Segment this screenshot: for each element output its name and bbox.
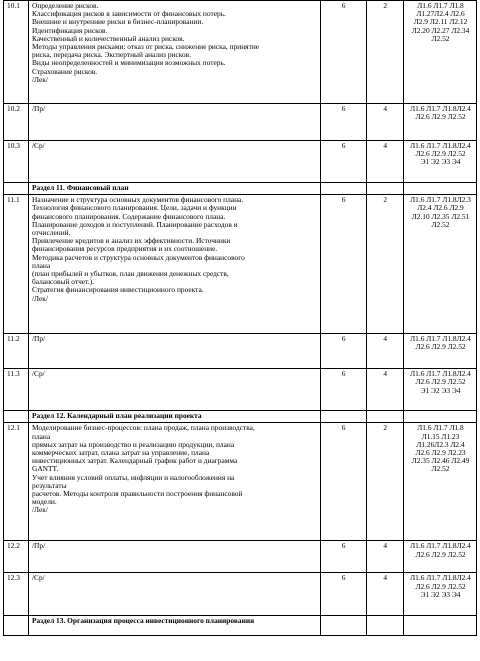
- empty-cell: [404, 616, 477, 636]
- reference-line: Л1.6 Л1.7 Л1.8Л2.4: [410, 141, 471, 150]
- reference-line: Л1.6 Л1.7 Л1.8: [417, 423, 464, 433]
- topic-description: [29, 369, 321, 411]
- reference-line: Л2.9 Л2.11 Л2.12: [413, 17, 468, 27]
- reference-line: Л1.6 Л1.7 Л1.8Л2.4: [410, 334, 471, 344]
- section-row: [4, 183, 477, 195]
- reference-line: Л2.52: [431, 464, 450, 474]
- section-title: Раздел 12. Календарный план реализации проекта: [29, 411, 321, 423]
- literature-refs: [404, 423, 477, 541]
- semester-cell: 6: [320, 573, 366, 616]
- reference-line: Л1.27Л2.4 Л2.6: [416, 9, 465, 19]
- description-line: /Ср/: [32, 141, 45, 150]
- hours-cell: 4: [366, 141, 404, 183]
- hours-cell: 4: [366, 573, 404, 616]
- topic-row: [4, 573, 477, 616]
- empty-cell: [366, 411, 404, 423]
- topic-row: [4, 1, 477, 104]
- hours-cell: 2: [366, 423, 404, 541]
- empty-cell: [404, 411, 477, 423]
- reference-line: Л1.6 Л1.7 Л1.8Л2.4: [410, 541, 471, 551]
- literature-refs: [404, 141, 477, 183]
- description-line: Методика расчетов и структура основных документов финансового: [32, 252, 245, 262]
- empty-cell: [320, 183, 366, 195]
- reference-line: Л1.6 Л1.7 Л1.8Л2.4: [410, 369, 471, 379]
- description-line: Стратегия финансирования инвестиционного проекта.: [32, 285, 204, 295]
- reference-line: Л2.35 Л2.46 Л2.49: [411, 456, 470, 466]
- description-line: /Пр/: [32, 334, 46, 344]
- topic-description: [29, 1, 321, 104]
- reference-line: Л2.6 Л2.9 Л2.52: [415, 549, 466, 559]
- description-line: инвестиционных затрат. Календарный график работ и диаграмма: [32, 456, 238, 466]
- literature-refs: [404, 1, 477, 104]
- description-line: плана: [32, 260, 51, 270]
- reference-line: Л2.10 Л2.35 Л2.51: [411, 211, 470, 221]
- description-line: финансового планирования. Содержание финансового плана.: [32, 211, 226, 221]
- topic-description: [29, 541, 321, 573]
- topic-number: 10.2: [4, 104, 29, 141]
- hours-cell: 4: [366, 104, 404, 141]
- topic-description: [29, 104, 321, 141]
- empty-cell: [404, 183, 477, 195]
- topic-number: 10.1: [4, 1, 29, 104]
- reference-line: Э1 Э2 Э3 Э4: [420, 157, 461, 167]
- section-title: Раздел 13. Организация процесса инвестиционного планирования: [29, 616, 321, 636]
- description-line: Страхование рисков.: [32, 66, 98, 76]
- description-line: Качественный и количественный анализ рисков.: [32, 33, 185, 43]
- reference-line: Л1.26Л2.3 Л2.4: [416, 439, 465, 449]
- topic-row: [4, 369, 477, 411]
- reference-line: Э1 Э2 Э3 Э4: [420, 589, 461, 599]
- description-line: /Лек/: [32, 74, 48, 84]
- semester-cell: 6: [320, 369, 366, 411]
- semester-cell: 6: [320, 541, 366, 573]
- description-line: плана: [32, 431, 51, 441]
- reference-line: Л2.6 Л2.9 Л2.52: [415, 377, 466, 387]
- description-line: Методы управления рисками: отказ от риска, снижение риска, принятие: [32, 42, 260, 52]
- empty-cell: [4, 616, 29, 636]
- description-line: Виды неопределенностей и минимизация возможных потерь.: [32, 58, 226, 68]
- reference-line: Л2.6 Л2.9 Л2.52: [415, 149, 466, 159]
- topic-description: [29, 141, 321, 183]
- description-line: /Пр/: [32, 104, 46, 113]
- semester-cell: 6: [320, 334, 366, 369]
- semester-cell: 6: [320, 1, 366, 104]
- description-line: коммерческих затрат, плана затрат на управление, плана: [32, 448, 210, 458]
- hours-cell: 2: [366, 1, 404, 104]
- description-line: отчислений.: [32, 228, 71, 238]
- topic-number: 12.3: [4, 573, 29, 616]
- empty-cell: [366, 183, 404, 195]
- semester-cell: 6: [320, 195, 366, 334]
- empty-cell: [366, 616, 404, 636]
- reference-line: Л2.20 Л2.27 Л2.34: [411, 25, 470, 35]
- hours-cell: 4: [366, 541, 404, 573]
- description-line: Классификация рисков в зависимости от финансовых потерь.: [32, 9, 226, 19]
- topic-row: [4, 141, 477, 183]
- reference-line: Л1.6 Л1.7 Л1.8Л2.4: [410, 104, 471, 113]
- description-line: Назначение и структура основных документов финансового плана.: [32, 195, 244, 205]
- description-line: /Пр/: [32, 541, 46, 551]
- hours-cell: 4: [366, 334, 404, 369]
- reference-line: Э1 Э2 Э3 Э4: [420, 385, 461, 395]
- topic-number: 12.2: [4, 541, 29, 573]
- reference-line: Л2.6 Л2.9 Л2.52: [415, 112, 466, 122]
- semester-cell: 6: [320, 141, 366, 183]
- description-line: прямых затрат на производство и реализацию продукции, плана: [32, 439, 235, 449]
- description-line: Определение рисков.: [32, 1, 99, 10]
- semester-cell: 6: [320, 104, 366, 141]
- section-row: [4, 411, 477, 423]
- empty-cell: [4, 411, 29, 423]
- topic-number: 11.3: [4, 369, 29, 411]
- description-line: результаты: [32, 480, 67, 490]
- description-line: Внешние и внутренние риски в бизнес-планировании.: [32, 17, 204, 27]
- topic-number: 10.3: [4, 141, 29, 183]
- topic-description: [29, 423, 321, 541]
- literature-refs: [404, 541, 477, 573]
- topic-row: [4, 423, 477, 541]
- description-line: Технология финансового планирования. Цели, задачи и функции: [32, 203, 237, 213]
- description-line: (план прибылей и убытков, план движения денежных средств,: [32, 269, 229, 279]
- reference-line: Л2.6 Л2.9 Л2.52: [415, 342, 466, 352]
- reference-line: Л2.52: [431, 219, 450, 229]
- literature-refs: [404, 334, 477, 369]
- description-line: Привлечение кредитов и анализ их эффективности. Источники: [32, 236, 231, 246]
- description-line: Планирование доходов и поступлений. Планирование расходов и: [32, 219, 238, 229]
- hours-cell: 4: [366, 369, 404, 411]
- literature-refs: [404, 195, 477, 334]
- topic-description: [29, 334, 321, 369]
- literature-refs: [404, 369, 477, 411]
- topic-number: 12.1: [4, 423, 29, 541]
- reference-line: Л2.6 Л2.9 Л2.52: [415, 581, 466, 591]
- literature-refs: [404, 104, 477, 141]
- description-line: Учет влияния условий оплаты, инфляции и налогообложения на: [32, 472, 235, 482]
- section-row: [4, 616, 477, 636]
- semester-cell: 6: [320, 423, 366, 541]
- topic-number: 11.2: [4, 334, 29, 369]
- topic-description: [29, 195, 321, 334]
- curriculum-table: [3, 0, 477, 636]
- description-line: балансовый отчет.).: [32, 277, 94, 287]
- description-line: /Ср/: [32, 369, 45, 379]
- description-line: /Лек/: [32, 293, 48, 303]
- topic-row: [4, 334, 477, 369]
- description-line: GANTT.: [32, 464, 59, 474]
- literature-refs: [404, 573, 477, 616]
- empty-cell: [320, 616, 366, 636]
- table-body: [4, 1, 477, 636]
- reference-line: Л1.6 Л1.7 Л1.8Л2.3: [410, 195, 471, 205]
- reference-line: Л2.52: [431, 33, 450, 43]
- reference-line: Л1.6 Л1.7 Л1.8Л2.4: [410, 573, 471, 583]
- description-line: финансирования ресурсов предприятия и их соотношение.: [32, 244, 218, 254]
- topic-number: 11.1: [4, 195, 29, 334]
- topic-row: [4, 195, 477, 334]
- topic-row: [4, 104, 477, 141]
- hours-cell: 2: [366, 195, 404, 334]
- empty-cell: [4, 183, 29, 195]
- description-line: модели.: [32, 497, 57, 507]
- empty-cell: [320, 411, 366, 423]
- description-line: Моделирование бизнес-процессов: плана продаж, плана производства,: [32, 423, 255, 433]
- topic-description: [29, 573, 321, 616]
- description-line: /Ср/: [32, 573, 45, 583]
- description-line: расчетов. Методы контроля правильности построения финансовой: [32, 489, 243, 499]
- description-line: Идентификация рисков.: [32, 25, 108, 35]
- section-title: Раздел 11. Финансовый план: [29, 183, 321, 195]
- description-line: риска, передача риска. Экспертный анализ рисков.: [32, 50, 191, 60]
- topic-row: [4, 541, 477, 573]
- description-line: /Лек/: [32, 505, 48, 515]
- reference-line: Л1.6 Л1.7 Л1.8: [417, 1, 464, 10]
- reference-line: Л2.6 Л2.9 Л2.23: [415, 448, 466, 458]
- reference-line: Л1.15 Л1.23: [421, 431, 460, 441]
- reference-line: Л2.4 Л2.6 Л2.9: [417, 203, 464, 213]
